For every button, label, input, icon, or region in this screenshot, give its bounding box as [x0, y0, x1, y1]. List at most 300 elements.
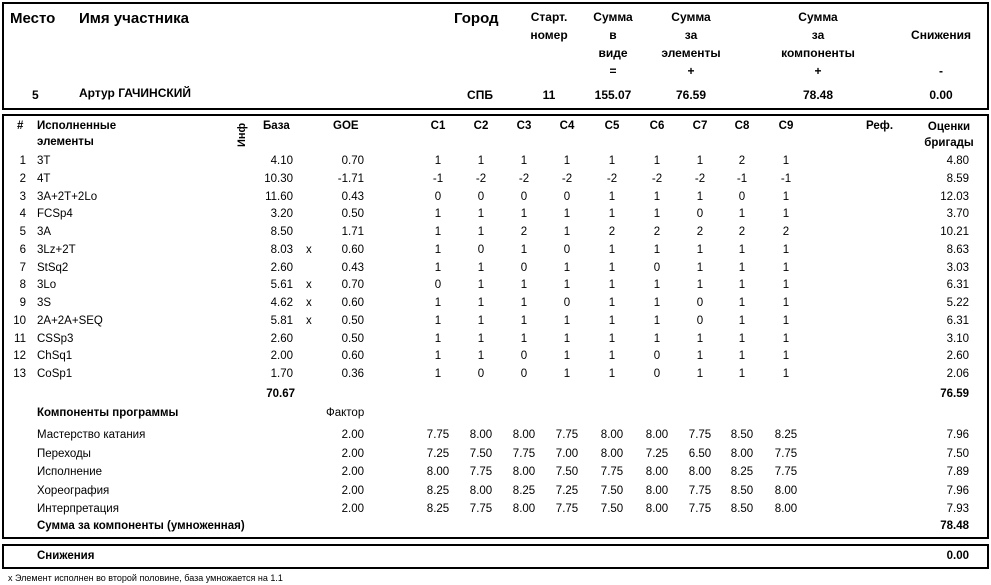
element-judge-score: 1: [434, 261, 442, 274]
element-judge-score: 1: [738, 261, 746, 274]
component-judge-score: 6.50: [688, 447, 712, 460]
element-judge-score: 1: [738, 279, 746, 292]
component-judge-score: 7.25: [426, 447, 450, 460]
element-judge-score: 1: [653, 190, 661, 203]
element-name: 3A+2T+2Lo: [37, 190, 98, 203]
element-judge-score: 1: [696, 155, 704, 167]
component-judge-score: 8.25: [426, 503, 450, 515]
element-goe: 0.43: [341, 190, 364, 203]
component-judge-score: 8.00: [645, 429, 669, 441]
element-judge-score: 1: [782, 155, 790, 167]
element-judge-score: 1: [696, 261, 704, 274]
element-judge-score: 1: [563, 208, 571, 221]
element-judge-score: -1: [432, 172, 444, 185]
element-number: 8: [19, 279, 26, 292]
element-judge-score: 0: [434, 190, 442, 203]
element-judge-score: 1: [434, 350, 442, 363]
element-panel-score: 3.70: [946, 208, 969, 221]
component-panel-score: 7.93: [946, 503, 969, 515]
element-info: x: [306, 243, 312, 256]
component-judge-score: 8.00: [512, 429, 536, 441]
element-judge-score: 1: [608, 208, 616, 221]
col-executed-header-2: элементы: [37, 136, 94, 148]
element-judge-score: 1: [520, 208, 528, 221]
element-judge-score: 2: [738, 155, 746, 167]
component-judge-score: 8.25: [512, 484, 536, 497]
element-judge-score: 1: [653, 208, 661, 221]
element-base: 8.50: [270, 226, 293, 238]
component-judge-score: 8.25: [426, 484, 450, 497]
element-number: 9: [19, 297, 26, 309]
element-judge-score: 1: [782, 350, 790, 363]
element-number: 2: [19, 172, 26, 185]
footnote: x Элемент исполнен во второй половине, база умножается на 1.1: [8, 573, 283, 583]
element-panel-score: 10.21: [940, 226, 969, 238]
element-name: StSq2: [37, 261, 69, 274]
element-judge-score: 1: [477, 279, 485, 292]
component-judge-score: 7.75: [688, 503, 712, 515]
element-judge-score: 0: [520, 190, 528, 203]
element-judge-score: 1: [696, 279, 704, 292]
element-judge-score: 1: [563, 314, 571, 327]
element-name: FCSp4: [37, 208, 73, 221]
elements-label-4: +: [687, 64, 695, 78]
component-judge-score: 8.50: [730, 429, 754, 441]
element-base: 4.10: [270, 155, 293, 167]
element-base: 5.81: [270, 314, 293, 327]
deductions-value: 0.00: [946, 550, 969, 562]
components-label-4: +: [814, 64, 822, 78]
element-judge-score: 1: [738, 332, 746, 345]
element-judge-score: 2: [782, 226, 790, 238]
element-goe: 1.71: [341, 226, 364, 238]
element-judge-score: 1: [520, 332, 528, 345]
element-judge-score: 0: [477, 243, 485, 256]
element-judge-score: 1: [653, 243, 661, 256]
component-judge-score: 8.00: [600, 429, 624, 441]
component-name: Хореография: [37, 484, 110, 497]
element-base: 5.61: [270, 279, 293, 292]
judge-header-c1: C1: [430, 120, 446, 132]
component-judge-score: 8.50: [730, 503, 754, 515]
element-judge-score: 1: [738, 297, 746, 309]
component-judge-score: 7.50: [600, 503, 624, 515]
element-judge-score: 1: [608, 332, 616, 345]
component-judge-score: 7.75: [512, 447, 536, 460]
element-base: 8.03: [270, 243, 293, 256]
element-name: CoSp1: [37, 368, 73, 380]
element-judge-score: 1: [696, 368, 704, 380]
element-judge-score: 1: [434, 368, 442, 380]
element-judge-score: 1: [608, 350, 616, 363]
element-judge-score: 1: [782, 297, 790, 309]
total-label-2: в: [609, 28, 617, 42]
component-judge-score: 8.00: [645, 466, 669, 478]
element-goe: 0.60: [341, 297, 364, 309]
col-ref-header: Реф.: [866, 120, 894, 132]
component-judge-score: 7.75: [555, 503, 579, 515]
element-judge-score: -2: [518, 172, 530, 185]
element-panel-score: 4.80: [946, 155, 969, 167]
element-number: 11: [14, 332, 26, 345]
element-judge-score: 1: [563, 332, 571, 345]
factor-header: Фактор: [326, 407, 365, 419]
components-title: Компоненты программы: [37, 407, 179, 419]
component-panel-score: 7.50: [946, 447, 969, 460]
element-judge-score: 1: [477, 226, 485, 238]
element-judge-score: -1: [736, 172, 748, 185]
skater-start: 11: [542, 88, 556, 102]
element-judge-score: -2: [606, 172, 618, 185]
element-number: 7: [19, 261, 26, 274]
element-number: 13: [13, 368, 26, 380]
component-judge-score: 8.00: [688, 466, 712, 478]
element-judge-score: 1: [563, 350, 571, 363]
components-total: 78.48: [940, 520, 969, 532]
judge-header-c8: C8: [734, 120, 750, 132]
element-judge-score: 1: [738, 368, 746, 380]
element-judge-score: 1: [563, 261, 571, 274]
component-judge-score: 8.25: [730, 466, 754, 478]
element-name: 3T: [37, 155, 51, 167]
element-judge-score: 1: [477, 350, 485, 363]
element-judge-score: 1: [434, 208, 442, 221]
element-base: 11.60: [265, 190, 293, 203]
element-judge-score: 1: [477, 208, 485, 221]
element-judge-score: 0: [653, 350, 661, 363]
element-judge-score: 1: [653, 297, 661, 309]
element-judge-score: -2: [561, 172, 573, 185]
skater-name: Артур ГАЧИНСКИЙ: [79, 86, 191, 100]
element-number: 10: [13, 314, 26, 327]
element-name: 2A+2A+SEQ: [37, 314, 103, 327]
component-name: Переходы: [37, 447, 91, 460]
element-judge-score: 1: [782, 368, 790, 380]
element-panel-score: 2.06: [946, 368, 969, 380]
element-base: 4.62: [270, 297, 293, 309]
element-judge-score: 1: [477, 314, 485, 327]
element-judge-score: 1: [434, 314, 442, 327]
element-panel-score: 6.31: [946, 279, 969, 292]
component-judge-score: 8.00: [426, 466, 450, 478]
element-judge-score: 1: [782, 243, 790, 256]
element-goe: 0.70: [341, 279, 364, 292]
component-judge-score: 7.25: [645, 447, 669, 460]
elements-label-1: Сумма: [671, 10, 711, 24]
element-goe: 0.60: [341, 243, 364, 256]
element-judge-score: 1: [563, 226, 571, 238]
element-judge-score: 1: [738, 243, 746, 256]
skater-elements: 76.59: [675, 88, 707, 102]
component-judge-score: 7.75: [774, 447, 798, 460]
component-factor: 2.00: [341, 466, 364, 478]
element-judge-score: 0: [696, 314, 704, 327]
element-base: 2.60: [270, 332, 293, 345]
element-number: 3: [19, 190, 26, 203]
element-goe: -1.71: [337, 172, 364, 185]
element-judge-score: 1: [563, 368, 571, 380]
element-judge-score: 1: [520, 155, 528, 167]
element-panel-score: 8.63: [946, 243, 969, 256]
skater-total: 155.07: [594, 88, 632, 102]
skater-components: 78.48: [802, 88, 834, 102]
component-judge-score: 8.00: [774, 484, 798, 497]
element-panel-score: 3.10: [946, 332, 969, 345]
element-judge-score: 1: [696, 243, 704, 256]
element-judge-score: 1: [434, 332, 442, 345]
element-panel-score: 8.59: [946, 172, 969, 185]
element-judge-score: 0: [653, 368, 661, 380]
deductions-box: [2, 544, 989, 569]
element-judge-score: 0: [520, 350, 528, 363]
element-judge-score: 1: [653, 314, 661, 327]
element-number: 6: [19, 243, 26, 256]
col-panel-header-2: бригады: [924, 137, 974, 149]
element-judge-score: 1: [520, 314, 528, 327]
element-judge-score: 1: [563, 279, 571, 292]
element-name: ChSq1: [37, 350, 73, 363]
elements-label-3: элементы: [661, 46, 721, 60]
component-judge-score: 7.75: [426, 429, 450, 441]
component-judge-score: 8.50: [730, 484, 754, 497]
element-judge-score: 1: [434, 297, 442, 309]
component-judge-score: 7.25: [555, 484, 579, 497]
element-judge-score: 1: [520, 279, 528, 292]
component-judge-score: 7.75: [469, 466, 493, 478]
component-judge-score: 7.75: [688, 429, 712, 441]
element-judge-score: -2: [651, 172, 663, 185]
city-label: Город: [454, 10, 499, 27]
element-judge-score: 1: [782, 261, 790, 274]
element-base: 2.00: [270, 350, 293, 363]
component-judge-score: 7.50: [600, 484, 624, 497]
total-label-3: виде: [598, 46, 628, 60]
element-judge-score: 1: [653, 155, 661, 167]
element-judge-score: 1: [608, 297, 616, 309]
element-judge-score: 0: [520, 368, 528, 380]
element-judge-score: 2: [738, 226, 746, 238]
base-total: 70.67: [266, 388, 295, 400]
skater-city: СПБ: [467, 88, 493, 102]
component-panel-score: 7.89: [946, 466, 969, 478]
element-info: x: [306, 314, 312, 327]
element-judge-score: 1: [653, 279, 661, 292]
element-goe: 0.50: [341, 332, 364, 345]
element-judge-score: 1: [608, 314, 616, 327]
component-judge-score: 8.00: [774, 503, 798, 515]
element-judge-score: 1: [696, 190, 704, 203]
component-judge-score: 8.00: [469, 484, 493, 497]
element-goe: 0.70: [341, 155, 364, 167]
component-panel-score: 7.96: [946, 484, 969, 497]
component-name: Интерпретация: [37, 503, 119, 515]
judge-header-c2: C2: [473, 120, 489, 132]
col-num-header: #: [17, 120, 24, 132]
element-goe: 0.60: [341, 350, 364, 363]
component-factor: 2.00: [341, 429, 364, 441]
element-number: 12: [13, 350, 26, 363]
element-judge-score: 1: [520, 243, 528, 256]
component-factor: 2.00: [341, 503, 364, 515]
component-factor: 2.00: [341, 447, 364, 460]
component-judge-score: 8.00: [645, 484, 669, 497]
element-judge-score: 2: [608, 226, 616, 238]
element-judge-score: 1: [653, 332, 661, 345]
element-judge-score: 1: [434, 155, 442, 167]
element-judge-score: 0: [696, 297, 704, 309]
element-judge-score: 0: [563, 243, 571, 256]
component-judge-score: 8.00: [512, 503, 536, 515]
component-judge-score: 7.50: [555, 466, 579, 478]
component-judge-score: 7.75: [600, 466, 624, 478]
deductions-label-1: Снижения: [911, 28, 971, 42]
element-judge-score: -1: [780, 172, 792, 185]
element-goe: 0.43: [341, 261, 364, 274]
element-judge-score: 0: [738, 190, 746, 203]
element-name: 3Lo: [37, 279, 57, 292]
col-executed-header-1: Исполненные: [37, 120, 117, 132]
components-label-2: за: [811, 28, 825, 42]
element-judge-score: 2: [653, 226, 661, 238]
element-judge-score: 0: [520, 261, 528, 274]
element-judge-score: 1: [477, 297, 485, 309]
element-panel-score: 2.60: [946, 350, 969, 363]
element-judge-score: 0: [563, 190, 571, 203]
element-judge-score: 1: [782, 332, 790, 345]
name-label: Имя участника: [79, 10, 190, 27]
element-goe: 0.36: [341, 368, 364, 380]
element-info: x: [306, 297, 312, 309]
component-judge-score: 8.25: [774, 429, 798, 441]
deductions-label-2: -: [939, 64, 943, 78]
element-judge-score: 0: [696, 208, 704, 221]
element-judge-score: 1: [696, 332, 704, 345]
element-name: 3A: [37, 226, 52, 238]
element-name: 4T: [37, 172, 51, 185]
element-judge-score: 0: [477, 368, 485, 380]
element-judge-score: 0: [653, 261, 661, 274]
element-judge-score: 1: [477, 261, 485, 274]
component-judge-score: 7.75: [555, 429, 579, 441]
skater-deductions: 0.00: [929, 88, 953, 102]
component-factor: 2.00: [341, 484, 364, 497]
elements-label-2: за: [684, 28, 698, 42]
component-judge-score: 8.00: [512, 466, 536, 478]
component-judge-score: 7.50: [469, 447, 493, 460]
component-panel-score: 7.96: [946, 429, 969, 441]
judge-header-c9: C9: [778, 120, 794, 132]
element-goe: 0.50: [341, 208, 364, 221]
element-judge-score: 1: [782, 190, 790, 203]
components-label-1: Сумма: [798, 10, 838, 24]
element-judge-score: 1: [782, 314, 790, 327]
element-judge-score: 1: [563, 155, 571, 167]
element-number: 5: [19, 226, 26, 238]
element-name: CSSp3: [37, 332, 74, 345]
element-judge-score: 0: [477, 190, 485, 203]
element-judge-score: 1: [434, 226, 442, 238]
col-base-header: База: [263, 120, 290, 132]
col-panel-header-1: Оценки: [927, 121, 971, 133]
element-goe: 0.50: [341, 314, 364, 327]
deductions-label: Снижения: [37, 550, 95, 562]
element-judge-score: 1: [782, 208, 790, 221]
element-panel-score: 6.31: [946, 314, 969, 327]
details-box: [2, 114, 989, 539]
element-info: x: [306, 279, 312, 292]
judge-header-c5: C5: [604, 120, 620, 132]
component-judge-score: 8.00: [730, 447, 754, 460]
element-judge-score: 1: [608, 279, 616, 292]
element-name: 3S: [37, 297, 52, 309]
element-judge-score: -2: [694, 172, 706, 185]
components-total-label: Сумма за компоненты (умноженная): [37, 520, 245, 532]
col-goe-header: GOE: [333, 120, 359, 132]
col-info-header: Инф: [236, 122, 248, 147]
element-base: 10.30: [264, 172, 293, 185]
total-label-4: =: [609, 64, 617, 78]
start-label-1: Старт.: [530, 10, 568, 24]
total-label-1: Сумма: [593, 10, 633, 24]
element-judge-score: 1: [738, 314, 746, 327]
place-label: Место: [10, 10, 56, 27]
judge-header-c6: C6: [649, 120, 665, 132]
component-judge-score: 7.75: [774, 466, 798, 478]
element-panel-score: 5.22: [946, 297, 969, 309]
start-label-2: номер: [530, 28, 568, 42]
judge-header-c7: C7: [692, 120, 708, 132]
element-judge-score: 1: [434, 243, 442, 256]
element-name: 3Lz+2T: [37, 243, 76, 256]
element-judge-score: 1: [477, 155, 485, 167]
element-number: 1: [19, 155, 26, 167]
element-number: 4: [19, 208, 26, 221]
element-judge-score: 1: [608, 368, 616, 380]
element-judge-score: 1: [608, 261, 616, 274]
element-base: 2.60: [270, 261, 293, 274]
element-judge-score: 1: [696, 350, 704, 363]
components-label-3: компоненты: [781, 46, 855, 60]
component-name: Исполнение: [37, 466, 103, 478]
element-judge-score: 1: [738, 208, 746, 221]
element-judge-score: 2: [520, 226, 528, 238]
element-panel-score: 12.03: [940, 190, 969, 203]
element-judge-score: 1: [738, 350, 746, 363]
element-base: 3.20: [270, 208, 293, 221]
element-judge-score: 1: [782, 279, 790, 292]
component-judge-score: 8.00: [469, 429, 493, 441]
component-name: Мастерство катания: [37, 429, 146, 441]
element-judge-score: 0: [434, 279, 442, 292]
component-judge-score: 7.75: [688, 484, 712, 497]
element-judge-score: 1: [608, 155, 616, 167]
element-judge-score: 0: [563, 297, 571, 309]
element-judge-score: 1: [477, 332, 485, 345]
element-judge-score: 1: [608, 243, 616, 256]
element-judge-score: 1: [608, 190, 616, 203]
component-judge-score: 8.00: [600, 447, 624, 460]
component-judge-score: 7.00: [555, 447, 579, 460]
element-judge-score: -2: [475, 172, 487, 185]
judge-header-c4: C4: [559, 120, 575, 132]
element-judge-score: 2: [696, 226, 704, 238]
component-judge-score: 8.00: [645, 503, 669, 515]
component-judge-score: 7.75: [469, 503, 493, 515]
judge-header-c3: C3: [516, 120, 532, 132]
element-judge-score: 1: [520, 297, 528, 309]
skater-place: 5: [32, 88, 39, 102]
elements-total: 76.59: [940, 388, 969, 400]
